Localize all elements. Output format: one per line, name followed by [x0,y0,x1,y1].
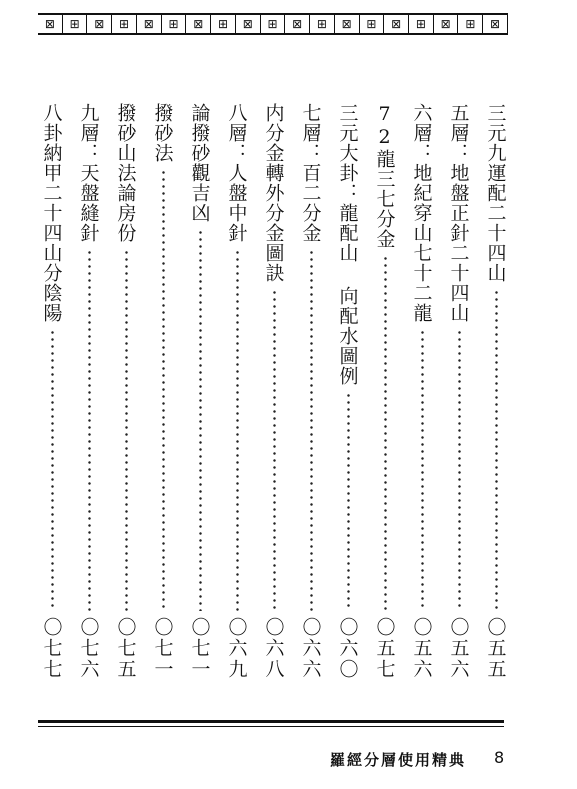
toc-entry[interactable] [110,103,142,693]
toc-entry-page: 〇六八 [262,617,285,680]
toc-entry-title: 九層：天盤縫針 [77,103,100,243]
dot-leader [88,249,91,611]
toc-entry-title: 八層：人盤中針 [225,103,248,243]
table-of-contents [36,103,512,693]
toc-entry[interactable] [332,103,364,693]
toc-entry[interactable] [480,103,512,693]
border-ornament: ⊠ [38,15,63,33]
toc-entry-title: 論撥砂觀吉凶 [188,103,211,223]
dot-leader [384,255,387,611]
border-ornament: ⊞ [310,15,335,33]
dot-leader [51,329,54,611]
toc-entry-page: 〇七一 [188,617,211,680]
dot-leader [236,249,239,611]
decorative-top-border [38,13,508,35]
border-ornament: ⊞ [162,15,187,33]
dot-leader [273,289,276,611]
border-ornament: ⊞ [458,15,483,33]
toc-entry[interactable] [147,103,179,693]
toc-entry-page: 〇五六 [410,617,433,680]
border-ornament: ⊠ [87,15,112,33]
toc-entry[interactable] [73,103,105,693]
toc-entry-page: 〇五六 [447,617,470,680]
toc-entry-title: 八卦納甲二十四山分陰陽 [40,103,63,323]
page-number: 8 [494,748,505,767]
border-ornament: ⊠ [285,15,310,33]
dot-leader [421,329,424,611]
toc-entry-title: 撥砂法 [151,103,174,163]
border-ornament: ⊞ [360,15,385,33]
toc-entry-title: 七層：百二分金 [299,103,322,243]
toc-entry-title: 六層：地紀穿山七十二龍 [410,103,433,323]
border-ornament: ⊞ [261,15,286,33]
border-ornament: ⊠ [483,15,508,33]
thin-rule [38,726,504,727]
toc-entry-title: 撥砂山法論房份 [114,103,137,243]
toc-entry[interactable] [443,103,475,693]
toc-entry-page: 〇六六 [299,617,322,680]
border-ornament: ⊠ [236,15,261,33]
toc-entry-title: 五層：地盤正針二十四山 [447,103,470,323]
toc-entry-page: 〇七五 [114,617,137,680]
dot-leader [347,392,350,611]
toc-entry-page: 〇七一 [151,617,174,680]
toc-entry[interactable] [184,103,216,693]
border-ornament: ⊞ [63,15,88,33]
book-title: 羅經分層使用精典 [330,751,467,769]
border-ornament: ⊞ [211,15,236,33]
toc-entry[interactable] [406,103,438,693]
toc-entry-page: 〇六〇 [336,617,359,680]
border-ornament: ⊠ [335,15,360,33]
dot-leader [162,169,165,611]
thick-rule [38,720,504,723]
toc-entry[interactable] [369,103,401,693]
toc-entry-page: 〇六九 [225,617,248,680]
toc-entry[interactable] [221,103,253,693]
dot-leader [199,229,202,611]
dot-leader [495,289,498,611]
toc-entry-page: 〇七六 [77,617,100,680]
toc-entry-page: 〇五五 [484,617,507,680]
toc-entry-title: 72龍三七分金 [373,103,396,249]
border-ornament: ⊠ [434,15,459,33]
border-ornament: ⊠ [186,15,211,33]
toc-entry[interactable] [295,103,327,693]
toc-entry-title: 内分金轉外分金圖訣 [262,103,285,283]
toc-entry-title: 三元大卦：龍配山 向配水圖例 [336,103,359,386]
border-ornament: ⊠ [384,15,409,33]
border-ornament: ⊞ [409,15,434,33]
border-ornament: ⊞ [112,15,137,33]
toc-entry[interactable] [258,103,290,693]
border-ornament: ⊠ [137,15,162,33]
toc-entry[interactable] [36,103,68,693]
dot-leader [125,249,128,611]
dot-leader [458,329,461,611]
footer-double-rule [38,720,504,727]
dot-leader [310,249,313,611]
toc-entry-title: 三元九運配二十四山 [484,103,507,283]
toc-entry-page: 〇七七 [40,617,63,680]
toc-entry-page: 〇五七 [373,617,396,680]
